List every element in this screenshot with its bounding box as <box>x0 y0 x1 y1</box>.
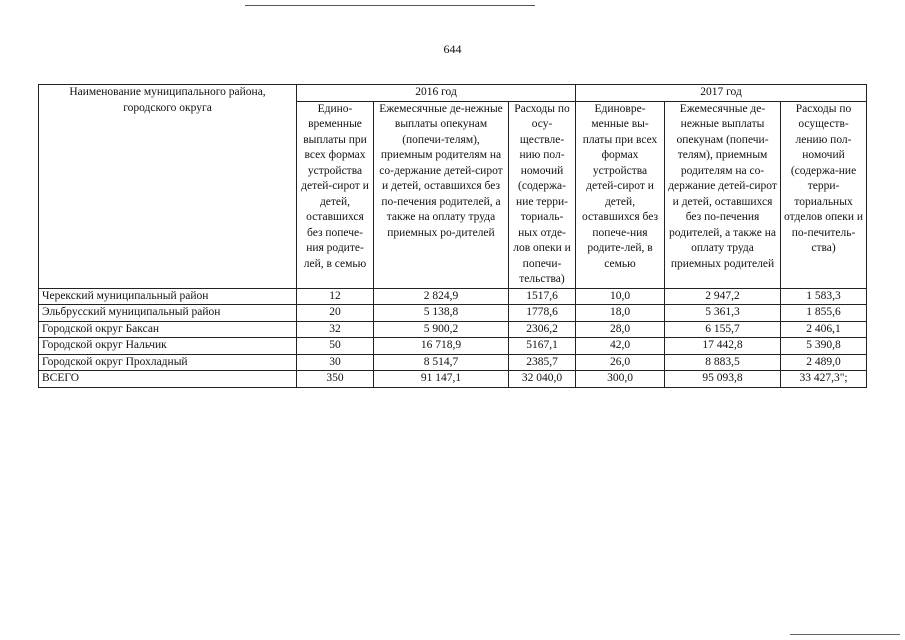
cell-value: 5 900,2 <box>374 321 509 338</box>
cell-value: 8 883,5 <box>665 354 781 371</box>
cell-value: 5 361,3 <box>665 305 781 322</box>
lump-sum-2016-header: Едино-временные выплаты при всех формах устройства детей-сирот и детей, оставшихся без попече-ния родите-лей, в семью <box>297 101 374 288</box>
cell-value: 2 406,1 <box>781 321 867 338</box>
cell-value: 18,0 <box>576 305 665 322</box>
year-2017-header: 2017 год <box>576 85 867 102</box>
page-number: 644 <box>443 42 462 56</box>
cell-value: 5 138,8 <box>374 305 509 322</box>
top-separator-line <box>245 5 535 6</box>
cell-value: 20 <box>297 305 374 322</box>
row-name: Городской округ Прохладный <box>39 354 297 371</box>
monthly-payments-2016-header: Ежемесячные де-нежные выплаты опекунам (попечи-телям), приемным родителям на со-держание детей-сирот и детей, оставшихся без по-печения родителей, а также на оплату труда приемных ро-дителей <box>374 101 509 288</box>
row-name: Городской округ Баксан <box>39 321 297 338</box>
cell-value: 17 442,8 <box>665 338 781 355</box>
cell-value: 26,0 <box>576 354 665 371</box>
cell-value: 16 718,9 <box>374 338 509 355</box>
cell-value: 1 583,3 <box>781 288 867 305</box>
row-name: Эльбрусский муниципальный район <box>39 305 297 322</box>
cell-value: 8 514,7 <box>374 354 509 371</box>
cell-value: 91 147,1 <box>374 371 509 388</box>
cell-value: 32 <box>297 321 374 338</box>
row-name: ВСЕГО <box>39 371 297 388</box>
table-row <box>39 338 867 355</box>
cell-value: 1778,6 <box>509 305 576 322</box>
cell-value: 2385,7 <box>509 354 576 371</box>
cell-value: 2 489,0 <box>781 354 867 371</box>
monthly-payments-2017-header: Ежемесячные де-нежные выплаты опекунам (попечи-телям), приемным родителям на со-держание детей-сирот и детей, оставшихся без по-печения родителей, а также на оплату труда приемных родителей <box>665 101 781 288</box>
row-name: Черекский муниципальный район <box>39 288 297 305</box>
cell-value: 2 824,9 <box>374 288 509 305</box>
row-name: Городской округ Нальчик <box>39 338 297 355</box>
cell-value: 6 155,7 <box>665 321 781 338</box>
cell-value: 32 040,0 <box>509 371 576 388</box>
table-row <box>39 354 867 371</box>
cell-value: 95 093,8 <box>665 371 781 388</box>
lump-sum-2017-header: Единовре-менные вы-платы при всех формах устройства детей-сирот и детей, оставшихся без попече-ния родите-лей, в семью <box>576 101 665 288</box>
cell-value: 42,0 <box>576 338 665 355</box>
cell-value: 350 <box>297 371 374 388</box>
total-row <box>39 371 867 388</box>
cell-value: 33 427,3"; <box>781 371 867 388</box>
expenses-2016-header: Расходы по осу-ществле-нию пол-номочий (содержа-ние терри-ториаль-ных отде-лов опеки и попечи-тельства) <box>509 101 576 288</box>
cell-value: 1517,6 <box>509 288 576 305</box>
cell-value: 1 855,6 <box>781 305 867 322</box>
cell-value: 50 <box>297 338 374 355</box>
table-row <box>39 288 867 305</box>
cell-value: 2306,2 <box>509 321 576 338</box>
budget-table <box>38 84 867 388</box>
year-2016-header: 2016 год <box>297 85 576 102</box>
cell-value: 2 947,2 <box>665 288 781 305</box>
table-row <box>39 305 867 322</box>
year-header-row <box>39 85 867 102</box>
cell-value: 30 <box>297 354 374 371</box>
bottom-separator-line <box>790 634 900 635</box>
table-row <box>39 321 867 338</box>
name-column-header: Наименование муниципального района, городского округа <box>39 85 297 289</box>
cell-value: 5 390,8 <box>781 338 867 355</box>
cell-value: 5167,1 <box>509 338 576 355</box>
cell-value: 300,0 <box>576 371 665 388</box>
cell-value: 12 <box>297 288 374 305</box>
cell-value: 28,0 <box>576 321 665 338</box>
expenses-2017-header: Расходы по осуществ-лению пол-номочий (содержа-ние терри-ториальных отделов опеки и по-печитель-ства) <box>781 101 867 288</box>
cell-value: 10,0 <box>576 288 665 305</box>
